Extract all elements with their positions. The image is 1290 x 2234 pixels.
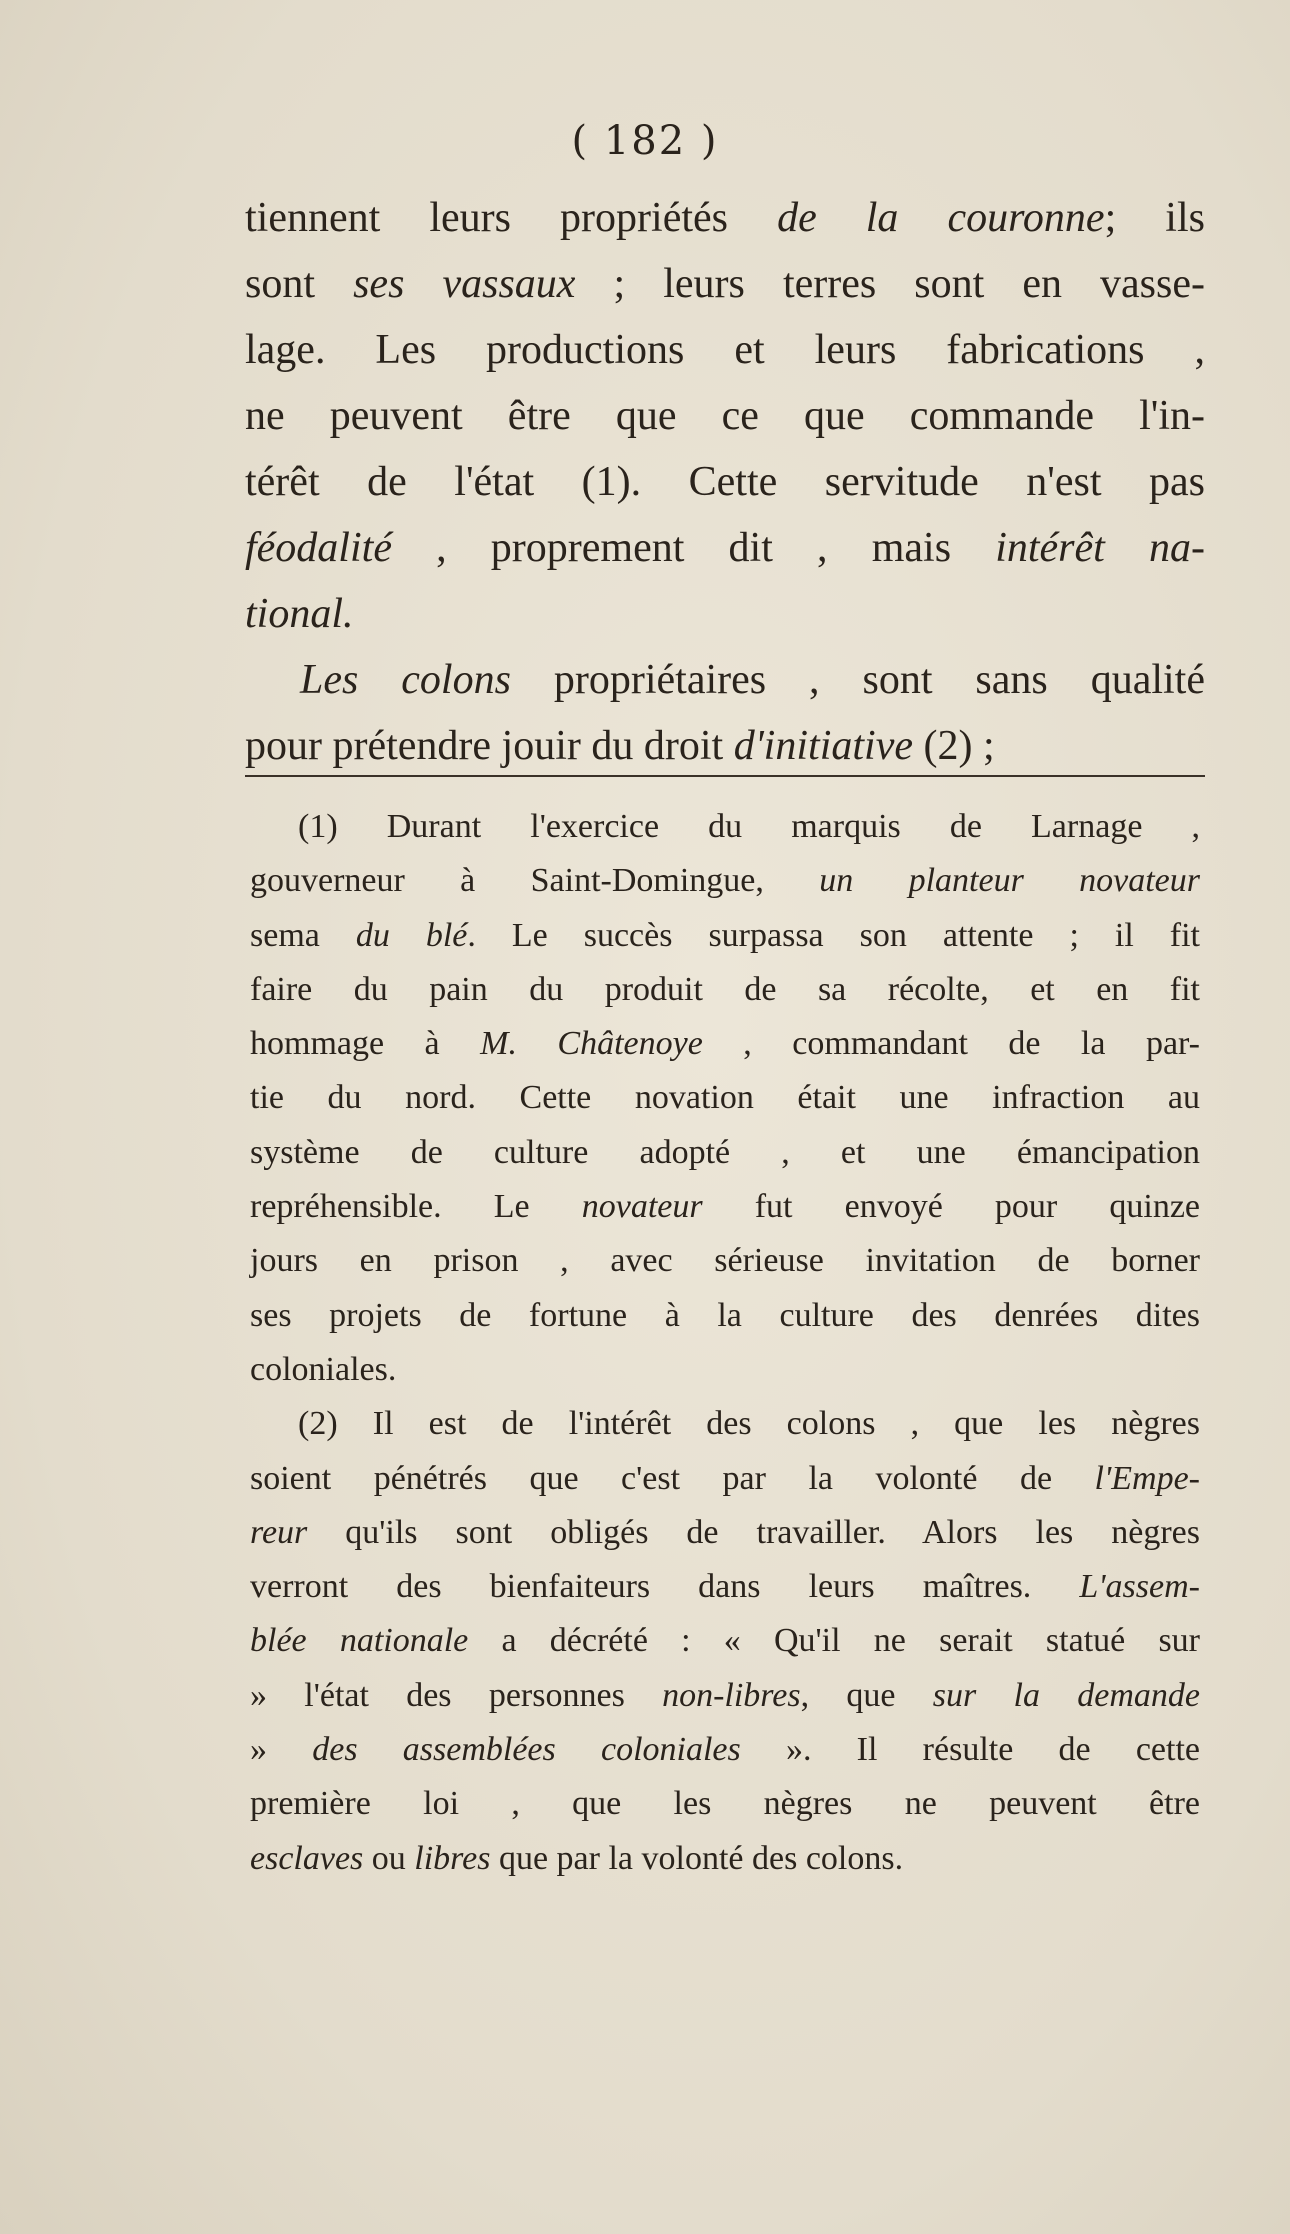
text-run: jours en prison , avec sérieuse invitation de borner [250,1242,1200,1280]
italic-text: sur la demande [932,1676,1200,1714]
footnote-line [250,1614,1200,1668]
footnote-line [250,1452,1200,1506]
main-text-line [245,251,1205,317]
main-text-line [245,713,1205,779]
italic-text: reur [250,1513,308,1551]
text-run: repréhensible. Le [250,1188,582,1226]
main-text-line [245,185,1205,251]
italic-text: de la couronne [777,195,1105,241]
italic-text: des assemblées coloniales [312,1731,741,1769]
text-run: faire du pain du produit de sa récolte, et en fit [250,970,1200,1008]
italic-text: libres [414,1839,491,1877]
text-run: gouverneur à Saint-Domingue, [250,862,820,900]
text-run: hommage à [250,1025,481,1063]
main-text-line [245,515,1205,581]
main-text-line [245,383,1205,449]
text-run: térêt de l'état (1). Cette servitude n'est pas [245,459,1205,505]
italic-text: du blé [355,916,468,954]
text-run: (1) Durant l'exercice du marquis de Larnage , [298,808,1200,845]
footnote-line [250,963,1200,1017]
text-run: » l'état des personnes [250,1676,663,1714]
footnote-line [250,1397,1200,1451]
footnote-line [250,854,1200,908]
text-run: qu'ils sont obligés de travailler. Alors les nègres [307,1513,1200,1551]
main-text-line [245,647,1205,713]
italic-text: l'Empe- [1094,1459,1200,1497]
text-run: coloniales. [250,1350,397,1388]
main-text-line [245,449,1205,515]
italic-text: non-libres [662,1676,801,1714]
text-run: première loi , que les nègres ne peuvent être [250,1785,1200,1823]
footnote-line [250,800,1200,854]
italic-text: esclaves [250,1839,364,1877]
text-run: ou [363,1839,415,1877]
text-run: » [250,1731,313,1769]
footnote-line [250,909,1200,963]
italic-text: féodalité [245,525,392,571]
footnote-line [250,1723,1200,1777]
text-run: tiennent leurs propriétés [245,195,778,241]
text-run: propriétaires , sont sans qualité [510,657,1205,703]
footnote-line [250,1832,1200,1886]
text-run: a décrété : « Qu'il ne serait statué sur [468,1622,1200,1660]
text-run: verront des bienfaiteurs dans leurs maîtres. [250,1568,1080,1606]
footnote-line [250,1126,1200,1180]
main-text [245,185,1205,779]
text-run: (2) ; [912,723,995,769]
footnote-divider [245,775,1205,777]
italic-text: intérêt na- [995,525,1205,571]
italic-text: L'assem- [1079,1568,1200,1606]
text-run: pour prétendre jouir du droit [245,723,734,769]
text-run: , commandant de la par- [702,1025,1201,1063]
text-run: sema [250,916,356,954]
text-run: lage. Les productions et leurs fabrications , [245,327,1205,373]
main-text-line [245,581,1205,647]
footnote-line [250,1669,1200,1723]
italic-text: d'initiative [733,723,913,769]
text-run: soient pénétrés que c'est par la volonté de [250,1459,1095,1497]
italic-text: ses vassaux [353,261,576,307]
text-run: sont [245,261,354,307]
italic-text: tional. [245,591,354,637]
text-run: ; ils [1104,195,1205,241]
text-run: . Le succès surpassa son attente ; il fit [467,916,1200,954]
footnote-line [250,1017,1200,1071]
text-run: système de culture adopté , et une émancipation [250,1133,1200,1171]
text-run: (2) Il est de l'intérêt des colons , que les nègres [298,1405,1200,1443]
footnote-line [250,1071,1200,1125]
italic-text: blée nationale [250,1622,469,1660]
text-run: ; leurs terres sont en vasse- [575,261,1205,307]
italic-text: Les colons [300,657,511,703]
footnote-line [250,1506,1200,1560]
footnote-line [250,1777,1200,1831]
text-run: tie du nord. Cette novation était une infraction au [250,1079,1200,1117]
text-run: , proprement dit , mais [391,525,996,571]
italic-text: M. Châtenoye [480,1025,703,1063]
text-run: ». Il résulte de cette [740,1731,1201,1769]
text-run: ses projets de fortune à la culture des denrées dites [250,1296,1200,1334]
footnote-line [250,1180,1200,1234]
italic-text: novateur [581,1188,703,1226]
italic-text: un planteur novateur [819,862,1201,900]
text-run: ne peuvent être que ce que commande l'in- [245,393,1205,439]
text-run: fut envoyé pour quinze [702,1188,1200,1226]
footnote-line [250,1234,1200,1288]
text-run: que par la volonté des colons. [490,1839,904,1877]
footnote-line [250,1289,1200,1343]
footnote-line [250,1343,1200,1397]
footnotes [250,800,1200,1886]
text-run: , que [800,1676,933,1714]
main-text-line [245,317,1205,383]
footnote-line [250,1560,1200,1614]
page-number: ( 182 ) [571,118,719,164]
